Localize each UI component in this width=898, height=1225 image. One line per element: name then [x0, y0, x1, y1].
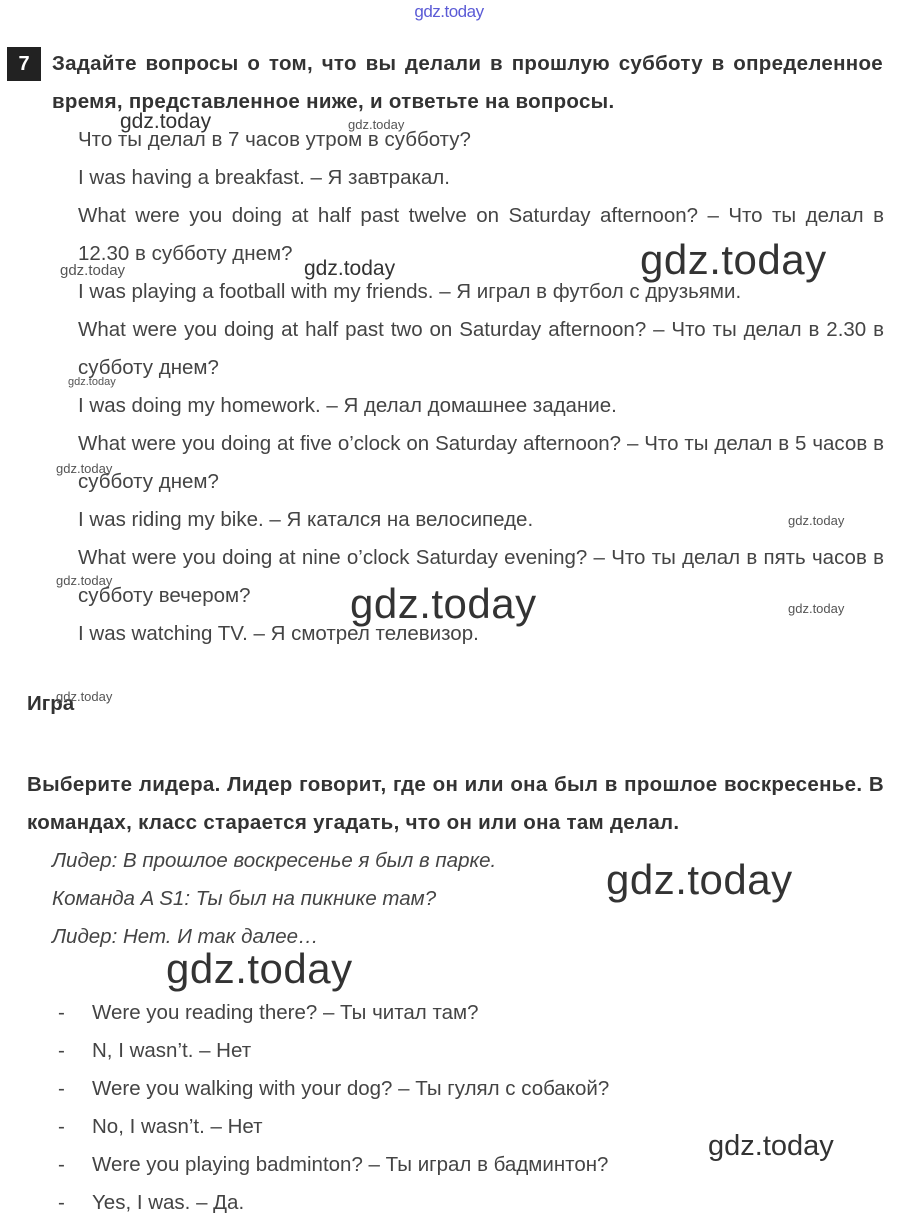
- watermark: gdz.today: [640, 236, 827, 283]
- game-title: Игра: [27, 692, 75, 715]
- answer-line: What were you doing at five o’clock on Saturday afternoon? – Что ты делал в 5 часов в субботу днем?: [78, 432, 884, 493]
- watermark: gdz.today: [788, 601, 845, 616]
- answer-line: I was watching TV. – Я смотрел телевизор.: [78, 622, 479, 645]
- dialog-line: Were you playing badminton? – Ты играл в бадминтон?: [92, 1153, 609, 1176]
- answer-line: I was doing my homework. – Я делал домашнее задание.: [78, 394, 617, 417]
- dialog-line: N, I wasn’t. – Нет: [92, 1039, 252, 1062]
- watermark: gdz.today: [606, 856, 793, 903]
- answer-line: What were you doing at nine o’clock Saturday evening? – Что ты делал в пять часов в субботу вечером?: [78, 546, 884, 607]
- list-dash: -: [58, 1001, 65, 1024]
- answer-line: Что ты делал в 7 часов утром в субботу?: [78, 128, 471, 151]
- watermark: gdz.today: [708, 1130, 834, 1162]
- example-line: Команда A S1: Ты был на пикнике там?: [52, 887, 437, 910]
- list-dash: -: [58, 1077, 65, 1100]
- list-dash: -: [58, 1039, 65, 1062]
- watermark: gdz.today: [166, 945, 353, 992]
- dialog-row: [58, 1070, 858, 1108]
- watermark: gdz.today: [68, 376, 116, 388]
- watermark: gdz.today: [304, 257, 396, 280]
- dialog-line: Were you walking with your dog? – Ты гулял с собакой?: [92, 1077, 610, 1100]
- game-heading: Выберите лидера. Лидер говорит, где он или она был в прошлое воскресенье. В командах, класс старается угадать, что он или она там делал.: [27, 773, 884, 834]
- game-dialog: [58, 994, 858, 1222]
- dialog-line: Were you reading there? – Ты читал там?: [92, 1001, 479, 1024]
- answer-line: What were you doing at half past twelve on Saturday afternoon? – Что ты делал в 12.30 в субботу днем?: [78, 204, 884, 265]
- watermark: gdz.today: [350, 580, 537, 627]
- watermark: gdz.today: [60, 262, 126, 279]
- watermark: gdz.today: [56, 689, 113, 704]
- task-number-badge: 7: [7, 47, 41, 81]
- answer-line: What were you doing at half past two on Saturday afternoon? – Что ты делал в 2.30 в субботу днем?: [78, 318, 884, 379]
- watermark: gdz.today: [56, 461, 113, 476]
- task-heading: Задайте вопросы о том, что вы делали в прошлую субботу в определенное время, представленное ниже, и ответьте на вопросы.: [52, 52, 883, 113]
- example-line: Лидер: Нет. И так далее…: [52, 925, 319, 948]
- header-watermark: gdz.today: [414, 2, 484, 21]
- dialog-row: [58, 1032, 858, 1070]
- list-dash: -: [58, 1115, 65, 1138]
- example-line: Лидер: В прошлое воскресенье я был в парке.: [52, 849, 497, 872]
- watermark: gdz.today: [56, 573, 113, 588]
- watermark: gdz.today: [348, 117, 405, 132]
- answer-line: I was playing a football with my friends. – Я играл в футбол с друзьями.: [78, 280, 742, 303]
- dialog-line: Yes, I was. – Да.: [92, 1191, 245, 1214]
- dialog-row: [58, 994, 858, 1032]
- dialog-row: [58, 1184, 858, 1222]
- answer-line: I was having a breakfast. – Я завтракал.: [78, 166, 450, 189]
- task-answers: [78, 121, 884, 653]
- watermark: gdz.today: [120, 110, 212, 133]
- answer-line: I was riding my bike. – Я катался на велосипеде.: [78, 508, 534, 531]
- list-dash: -: [58, 1191, 65, 1214]
- list-dash: -: [58, 1153, 65, 1176]
- dialog-line: No, I wasn’t. – Нет: [92, 1115, 263, 1138]
- watermark: gdz.today: [788, 513, 845, 528]
